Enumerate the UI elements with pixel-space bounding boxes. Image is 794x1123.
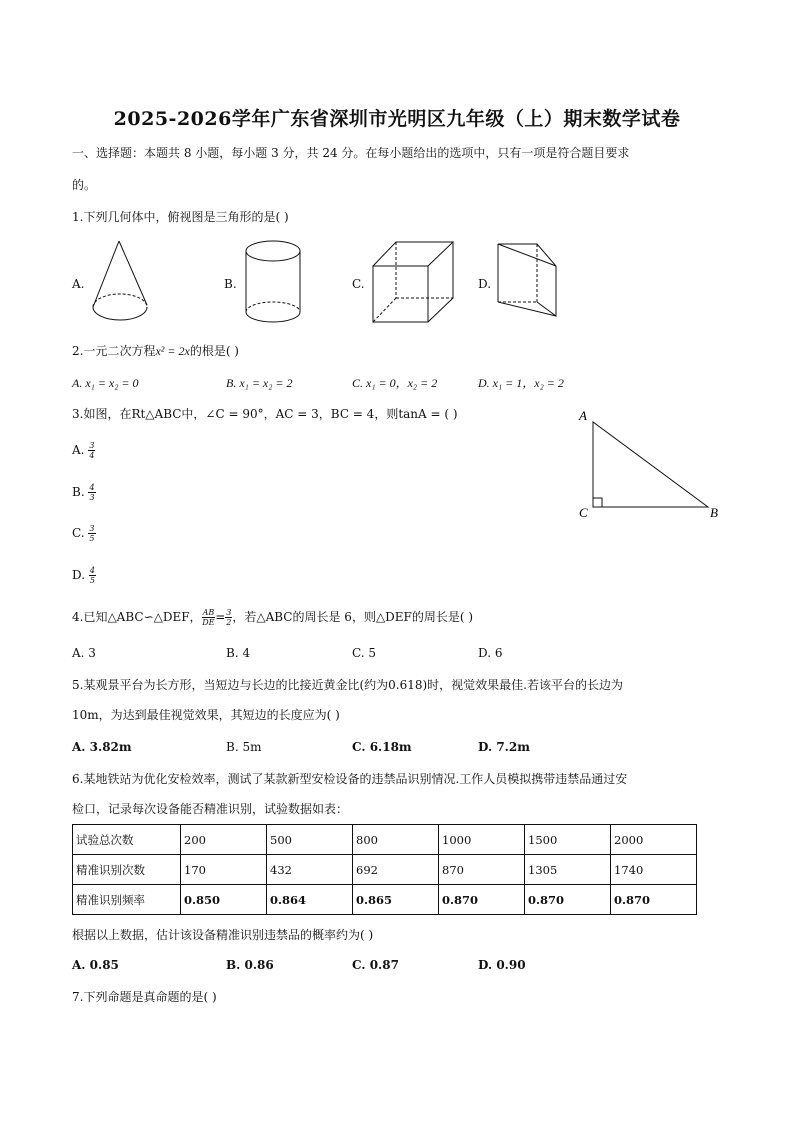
- cone-icon: [88, 238, 154, 330]
- table-row: [73, 825, 697, 855]
- page-title: 2025-2026学年广东省深圳市光明区九年级（上）期末数学试卷: [113, 108, 681, 130]
- cube-icon: [368, 236, 464, 328]
- section-heading: 一、选择题：本题共 8 小题，每小题 3 分，共 24 分。在每小题给出的选项中，只有一项是符合题目要求: [72, 146, 630, 160]
- table-cell: 432: [267, 855, 353, 885]
- table-cell: 1000: [439, 825, 525, 855]
- q3-option-c-num: 3: [89, 524, 95, 533]
- q2-equation: x² = 2x: [155, 344, 190, 358]
- q4-option-c: C. 5: [352, 646, 377, 660]
- q1-option-a: A.: [72, 277, 85, 291]
- q4-stem-pre: 4.已知△ABC∽△DEF，: [72, 610, 202, 624]
- table-cell: 0.870: [439, 885, 525, 915]
- q5-option-c: C. 6.18m: [352, 740, 412, 754]
- question-5-stem: 5.某观景平台为长方形，当短边与长边的比接近黄金比(约为0.618)时，视觉效果最佳.若该平台的长边为: [72, 678, 623, 692]
- q4-frac1-den: DE: [202, 618, 215, 627]
- q2-option-d: D. x₁ = 1，x₂ = 2: [478, 376, 564, 390]
- q3-option-a-label: A.: [72, 443, 85, 457]
- table-cell: 692: [353, 855, 439, 885]
- q4-fraction-ab-de: [202, 608, 216, 627]
- question-3-stem: 3.如图，在Rt△ABC中，∠C = 90°，AC = 3，BC = 4，则tanA = ( ): [72, 407, 458, 421]
- vertex-b-label: B: [710, 505, 718, 520]
- q3-option-b-num: 4: [89, 483, 95, 492]
- q5-option-a: A. 3.82m: [72, 740, 132, 754]
- question-1-stem: 1.下列几何体中，俯视图是三角形的是( ): [72, 210, 289, 224]
- data-table: [72, 824, 697, 915]
- table-cell: 870: [439, 855, 525, 885]
- table-cell: 800: [353, 825, 439, 855]
- q3-option-a-den: 4: [89, 451, 95, 460]
- table-cell: 1500: [525, 825, 611, 855]
- q4-option-a: A. 3: [72, 646, 96, 660]
- q4-frac2-num: 3: [226, 608, 232, 617]
- q3-option-b-fraction: [88, 483, 95, 502]
- section-heading-cont: 的。: [72, 178, 97, 192]
- triangular-prism-icon: [494, 240, 564, 324]
- question-4-stem: [72, 608, 473, 627]
- q2-stem-post: 的根是( ): [189, 344, 239, 358]
- question-2-stem: [72, 342, 239, 360]
- q6-option-c: C. 0.87: [352, 958, 399, 972]
- table-cell: 200: [181, 825, 267, 855]
- q4-equals: =: [215, 610, 226, 624]
- right-triangle-figure: [570, 400, 730, 530]
- q5-option-d: D. 7.2m: [478, 740, 530, 754]
- q4-option-d: D. 6: [478, 646, 503, 660]
- cylinder-icon: [240, 238, 306, 330]
- q2-stem-pre: 2.一元二次方程: [72, 344, 156, 358]
- q3-option-d-den: 5: [89, 576, 95, 585]
- table-row-label: 精准识别频率: [73, 885, 181, 915]
- q3-option-c-den: 5: [89, 534, 95, 543]
- q2-option-b: B. x₁ = x₂ = 2: [226, 376, 293, 390]
- table-cell: 0.870: [525, 885, 611, 915]
- table-row: [73, 855, 697, 885]
- q1-option-c: C.: [352, 277, 365, 291]
- q3-option-d-num: 4: [89, 566, 95, 575]
- table-cell: 1305: [525, 855, 611, 885]
- q3-option-b-label: B.: [72, 485, 85, 499]
- q3-option-b-den: 3: [89, 493, 95, 502]
- q3-option-d-label: D.: [72, 568, 86, 582]
- q3-option-a-fraction: [88, 441, 95, 460]
- table-row-label: 试验总次数: [73, 825, 181, 855]
- table-cell: 0.850: [181, 885, 267, 915]
- question-7-stem: 7.下列命题是真命题的是( ): [72, 990, 217, 1004]
- q3-option-c-fraction: [88, 524, 95, 543]
- q1-option-b: B.: [224, 277, 237, 291]
- q3-option-d: [72, 566, 96, 585]
- table-cell: 0.864: [267, 885, 353, 915]
- table-cell: 2000: [611, 825, 697, 855]
- q4-frac1-num: AB: [202, 608, 215, 617]
- table-cell: 0.865: [353, 885, 439, 915]
- q3-option-c-label: C.: [72, 526, 85, 540]
- q1-option-d: D.: [478, 277, 492, 291]
- q4-stem-post: ，若△ABC的周长是 6，则△DEF的周长是( ): [232, 610, 474, 624]
- q3-option-b: [72, 483, 96, 502]
- question-6-after: 根据以上数据，估计该设备精准识别违禁品的概率约为( ): [72, 928, 374, 942]
- question-6-stem: 6.某地铁站为优化安检效率，测试了某款新型安检设备的违禁品识别情况.工作人员模拟携带违禁品通过安: [72, 772, 628, 786]
- q4-frac2-den: 2: [226, 618, 232, 627]
- question-6-stem-cont: 检口，记录每次设备能否精准识别，试验数据如表：: [72, 802, 349, 816]
- vertex-a-label: A: [579, 408, 587, 423]
- q2-option-c: C. x₁ = 0，x₂ = 2: [352, 376, 438, 390]
- q6-option-d: D. 0.90: [478, 958, 526, 972]
- q5-option-b: B. 5m: [226, 740, 262, 754]
- q3-option-a-num: 3: [89, 441, 95, 450]
- table-row-label: 精准识别次数: [73, 855, 181, 885]
- q4-option-b: B. 4: [226, 646, 251, 660]
- q3-option-a: [72, 441, 95, 460]
- table-cell: 0.870: [611, 885, 697, 915]
- table-cell: 1740: [611, 855, 697, 885]
- q6-option-a: A. 0.85: [72, 958, 119, 972]
- q6-option-b: B. 0.86: [226, 958, 274, 972]
- table-cell: 500: [267, 825, 353, 855]
- table-row: [73, 885, 697, 915]
- q2-option-a: A. x₁ = x₂ = 0: [72, 376, 139, 390]
- question-5-stem-cont: 10m，为达到最佳视觉效果，其短边的长度应为( ): [72, 708, 340, 722]
- q3-option-d-fraction: [89, 566, 96, 585]
- vertex-c-label: C: [579, 505, 588, 520]
- table-cell: 170: [181, 855, 267, 885]
- q3-option-c: [72, 524, 96, 543]
